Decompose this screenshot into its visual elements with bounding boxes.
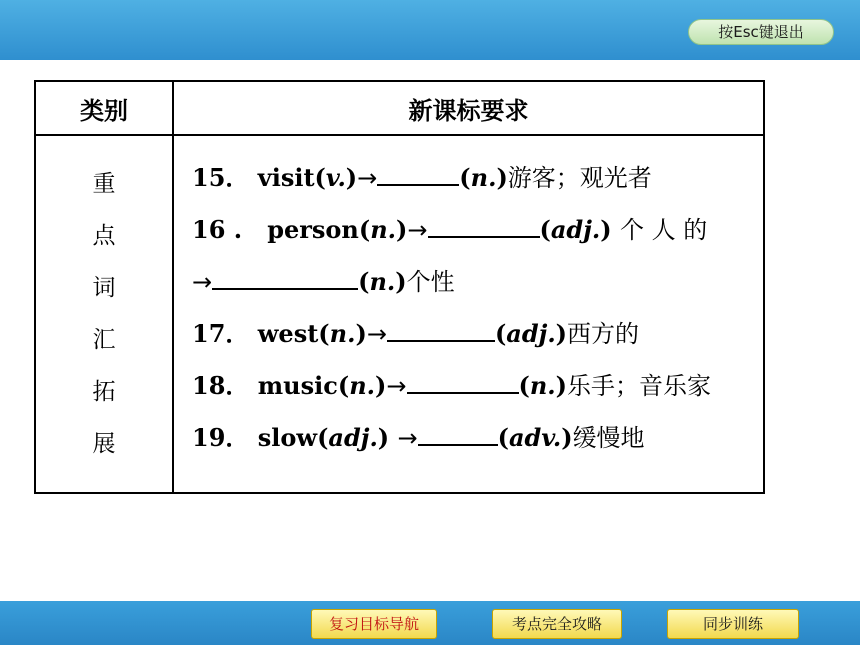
category-char: 词 — [92, 275, 116, 301]
item-pos: v. — [325, 163, 346, 192]
item-pos: n. — [329, 319, 356, 348]
item-target-pos: adj. — [506, 319, 556, 348]
item-pos: n. — [370, 215, 397, 244]
top-bar — [0, 0, 860, 60]
item-word: music — [257, 371, 338, 400]
category-char: 点 — [92, 223, 116, 249]
answer-blank[interactable] — [212, 262, 358, 290]
category-header: 类别 — [35, 81, 173, 135]
vocab-item-17: 17． west(n.)→ (adj.)西方的 — [192, 308, 749, 360]
answer-blank[interactable] — [428, 210, 540, 238]
item-number: 17 — [192, 319, 226, 348]
item-pos: adj. — [328, 423, 378, 452]
bottom-nav-bar — [0, 601, 860, 645]
item-meaning: 西方的 — [567, 320, 640, 348]
item-target-pos: n. — [470, 163, 497, 192]
item-target-pos: n. — [529, 371, 556, 400]
vocab-item-19: 19． slow(adj.) → (adv.)缓慢地 — [192, 412, 749, 464]
item-meaning: 缓慢地 — [572, 424, 645, 452]
vocab-item-16b: → (n.)个性 — [192, 256, 749, 308]
arrow-icon: → — [192, 268, 213, 296]
arrow-icon: → — [386, 372, 407, 400]
answer-blank[interactable] — [418, 418, 498, 446]
review-goals-button[interactable]: 复习目标导航 — [311, 609, 437, 639]
item-target-pos: adv. — [508, 423, 562, 452]
item-word: visit — [257, 163, 315, 192]
item-meaning: 游客；观光者 — [507, 164, 652, 192]
item-number: 18 — [192, 371, 226, 400]
item-target-pos: adj. — [550, 215, 601, 244]
requirement-cell — [173, 135, 764, 493]
category-char: 重 — [92, 171, 116, 197]
item-number: 19 — [192, 423, 226, 452]
table-header-row — [35, 81, 764, 135]
vocab-item-16: 16 . person(n.)→ (adj.) 个 人 的 — [192, 204, 749, 256]
answer-blank[interactable] — [377, 158, 459, 186]
item-number: 16 — [192, 215, 226, 244]
arrow-icon: → — [397, 424, 418, 452]
category-char: 拓 — [92, 379, 116, 405]
item-meaning: 个 人 的 — [619, 216, 708, 244]
answer-blank[interactable] — [387, 314, 495, 342]
item-word: person — [267, 215, 359, 244]
practice-button[interactable]: 同步训练 — [667, 609, 799, 639]
answer-blank[interactable] — [407, 366, 519, 394]
item-word: west — [257, 319, 319, 348]
item-number: 15 — [192, 163, 226, 192]
item-pos: n. — [349, 371, 376, 400]
item-meaning: 乐手；音乐家 — [567, 372, 712, 400]
requirement-header: 新课标要求 — [173, 81, 764, 135]
category-label — [36, 158, 172, 470]
item-target-pos: n. — [369, 267, 396, 296]
category-char: 汇 — [92, 327, 116, 353]
arrow-icon: → — [357, 164, 378, 192]
vocab-item-18: 18． music(n.)→ (n.)乐手；音乐家 — [192, 360, 749, 412]
arrow-icon: → — [366, 320, 387, 348]
category-char: 展 — [92, 431, 116, 457]
category-cell — [35, 135, 173, 493]
vocabulary-table — [34, 80, 765, 494]
table-row — [35, 135, 764, 493]
arrow-icon: → — [407, 216, 428, 244]
exit-button[interactable]: 按Esc键退出 — [688, 19, 834, 45]
item-meaning: 个性 — [406, 268, 455, 296]
vocab-item-15: 15． visit(v.)→ (n.)游客；观光者 — [192, 152, 749, 204]
item-word: slow — [257, 423, 318, 452]
key-points-button[interactable]: 考点完全攻略 — [492, 609, 622, 639]
